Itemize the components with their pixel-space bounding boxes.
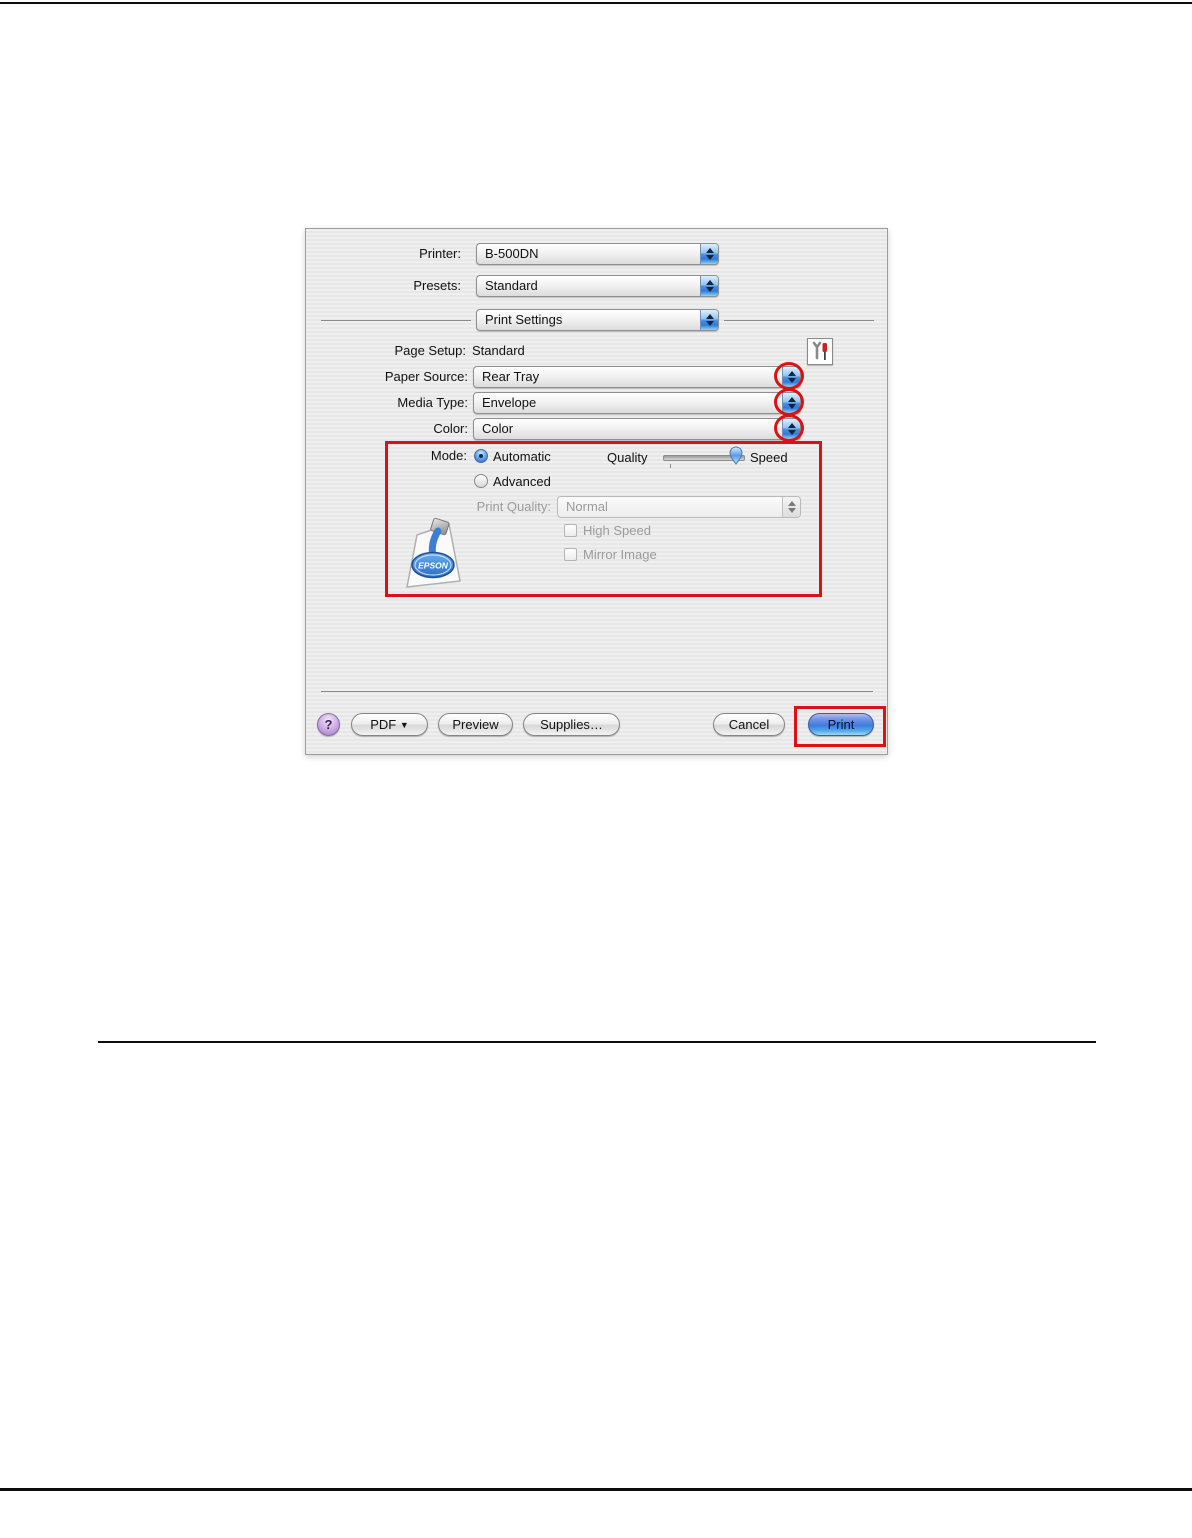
stepper-icon[interactable] bbox=[700, 244, 718, 264]
epson-ink-logo bbox=[402, 517, 466, 593]
mirror-image-label: Mirror Image bbox=[583, 547, 657, 562]
pane-divider-left bbox=[321, 320, 471, 321]
page-top-rule bbox=[0, 2, 1192, 4]
slider-quality-label: Quality bbox=[607, 450, 648, 465]
print-quality-popup bbox=[557, 496, 801, 518]
stepper-icon bbox=[782, 497, 800, 517]
preview-button[interactable]: Preview bbox=[438, 713, 513, 736]
color-popup[interactable] bbox=[473, 418, 801, 440]
printer-popup[interactable] bbox=[476, 243, 719, 265]
chevron-down-icon: ▼ bbox=[399, 720, 409, 730]
page-setup-value: Standard bbox=[472, 343, 525, 358]
mirror-image-checkbox bbox=[564, 548, 577, 561]
printer-label: Printer: bbox=[419, 246, 461, 261]
presets-popup-value: Standard bbox=[485, 278, 538, 293]
annotation-circle-media-type bbox=[774, 388, 804, 416]
print-quality-value: Normal bbox=[566, 499, 608, 514]
cancel-button[interactable]: Cancel bbox=[713, 713, 785, 736]
print-dialog bbox=[305, 228, 888, 755]
stepper-icon[interactable] bbox=[700, 310, 718, 330]
presets-popup[interactable] bbox=[476, 275, 719, 297]
annotation-box-print bbox=[794, 706, 886, 747]
footer-divider bbox=[321, 691, 873, 692]
utility-button[interactable] bbox=[807, 338, 833, 365]
section-divider-rule bbox=[98, 1041, 1096, 1043]
pdf-button[interactable] bbox=[351, 713, 428, 736]
paper-source-label: Paper Source: bbox=[384, 369, 468, 384]
automatic-radio-label: Automatic bbox=[493, 449, 551, 464]
pane-selector-popup[interactable] bbox=[476, 309, 719, 331]
page-footer-rule bbox=[0, 1488, 1192, 1491]
quality-speed-slider-thumb[interactable] bbox=[729, 446, 743, 465]
mode-label: Mode: bbox=[430, 448, 467, 463]
advanced-radio-label: Advanced bbox=[493, 474, 551, 489]
pane-divider-right bbox=[724, 320, 874, 321]
color-popup-value: Color bbox=[482, 421, 514, 436]
page-setup-label: Page Setup: bbox=[394, 343, 466, 358]
media-type-value: Envelope bbox=[482, 395, 537, 410]
slider-tick bbox=[670, 464, 671, 468]
high-speed-label: High Speed bbox=[583, 523, 651, 538]
print-quality-label: Print Quality: bbox=[476, 499, 551, 514]
high-speed-checkbox bbox=[564, 524, 577, 537]
annotation-circle-color bbox=[774, 414, 804, 442]
advanced-radio[interactable] bbox=[474, 474, 488, 488]
slider-speed-label: Speed bbox=[750, 450, 788, 465]
print-button[interactable]: Print bbox=[808, 713, 874, 736]
epson-logo-text: EPSON bbox=[418, 560, 448, 571]
presets-label: Presets: bbox=[413, 278, 461, 293]
automatic-radio[interactable] bbox=[474, 449, 488, 463]
pdf-button-label: PDF bbox=[370, 717, 397, 732]
slider-thumb-icon bbox=[729, 446, 743, 465]
media-type-label: Media Type: bbox=[397, 395, 468, 410]
printer-popup-value: B-500DN bbox=[485, 246, 539, 261]
stepper-icon[interactable] bbox=[700, 276, 718, 296]
paper-source-value: Rear Tray bbox=[482, 369, 540, 384]
pane-selector-value: Print Settings bbox=[485, 312, 563, 327]
color-label: Color: bbox=[433, 421, 468, 436]
media-type-popup[interactable] bbox=[473, 392, 801, 414]
supplies-button[interactable]: Supplies… bbox=[523, 713, 620, 736]
help-button[interactable]: ? bbox=[317, 713, 340, 736]
paper-source-popup[interactable] bbox=[473, 366, 801, 388]
wrench-screwdriver-icon bbox=[808, 339, 832, 364]
epson-ink-icon bbox=[402, 517, 466, 593]
annotation-circle-paper-source bbox=[774, 362, 804, 390]
